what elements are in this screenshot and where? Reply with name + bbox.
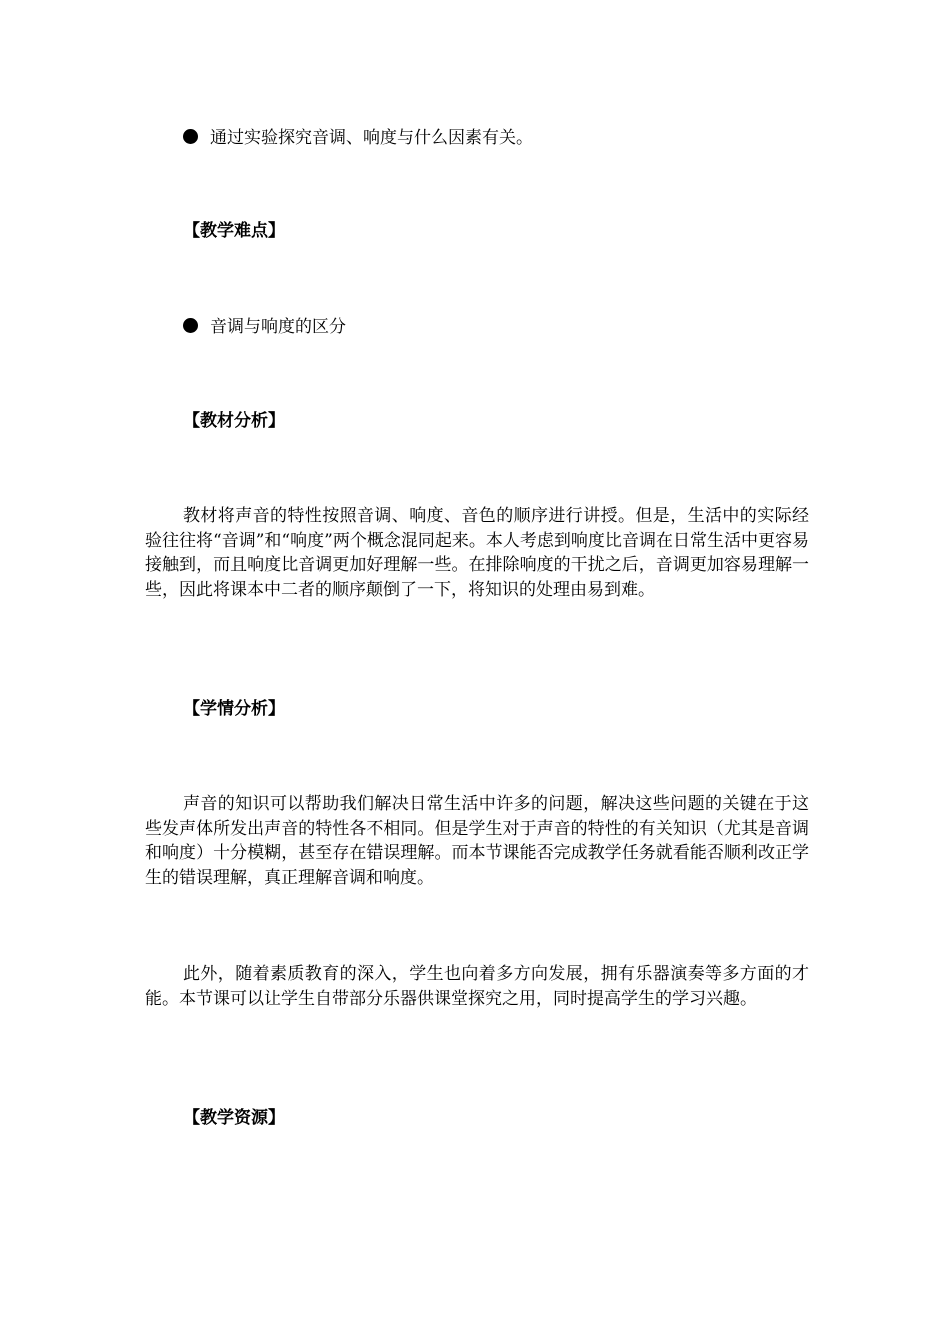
section-heading-textbook-analysis: 【教材分析】 — [183, 411, 285, 431]
section-heading-student-analysis: 【学情分析】 — [183, 699, 285, 719]
section-heading-resources: 【教学资源】 — [183, 1108, 285, 1128]
difficulty-bullet-item — [183, 315, 346, 339]
section-heading-difficulty: 【教学难点】 — [183, 221, 285, 241]
bullet-dot-icon — [183, 318, 198, 333]
student-analysis-paragraph-1: 声音的知识可以帮助我们解决日常生活中许多的问题，解决这些问题的关键在于这些发声体所发出声音的特性各不相同。但是学生对于声音的特性的有关知识（尤其是音调和响度）十分模糊，甚至存在错误理解。而本节课能否完成教学任务就看能否顺利改正学生的错误理解，真正理解音调和响度。 — [145, 794, 809, 888]
objective-bullet-item — [183, 126, 533, 150]
objective-bullet-text: 通过实验探究音调、响度与什么因素有关。 — [210, 128, 533, 148]
bullet-dot-icon — [183, 129, 198, 144]
textbook-analysis-paragraph: 教材将声音的特性按照音调、响度、音色的顺序进行讲授。但是，生活中的实际经验往往将“音调”和“响度”两个概念混同起来。本人考虑到响度比音调在日常生活中更容易接触到，而且响度比音调更加好理解一些。在排除响度的干扰之后，音调更加容易理解一些，因此将课本中二者的顺序颠倒了一下，将知识的处理由易到难。 — [145, 506, 809, 600]
difficulty-bullet-text: 音调与响度的区分 — [210, 317, 346, 337]
student-analysis-paragraph-2: 此外，随着素质教育的深入，学生也向着多方向发展，拥有乐器演奏等多方面的才能。本节课可以让学生自带部分乐器供课堂探究之用，同时提高学生的学习兴趣。 — [145, 964, 809, 1009]
